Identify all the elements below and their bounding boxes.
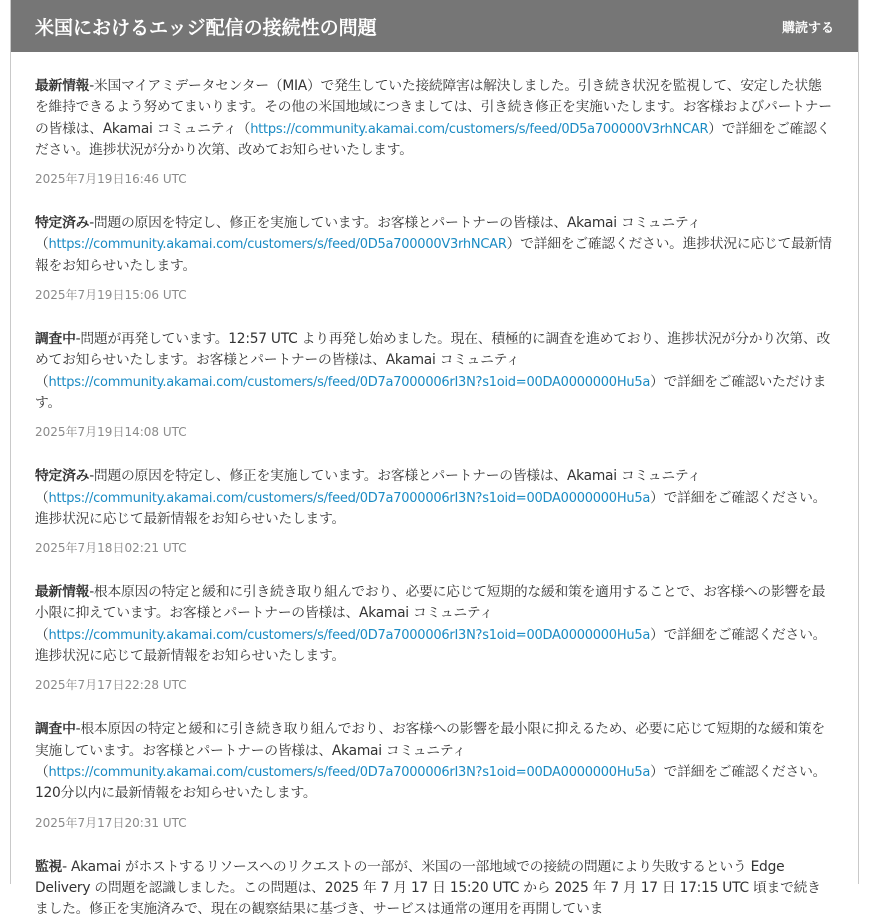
community-link[interactable]: https://community.akamai.com/customers/s/feed/0D7a7000006rI3N?s1oid=00DA0000000Hu5a [48,627,651,643]
update-text: - Akamai がホストするリソースへのリクエストの一部が、米国の一部地域での接続の問題により失敗するという Edge Delivery の問題を認識しました。この問題は、2025 年 7 月 17 日 15:20 UTC から 2025 年 7 月 17 日 17:15 UTC 頃まで続きました。修正を実施済みで、現在の観察結果に基づき、サービスは通常の運用を再開していま [35,858,821,918]
update-text: -米国マイアミデータセンター（MIA）で発生していた接続障害は解決しました。引き続き状況を監視して、安定した状態を維持できるよう努めてまいります。その他の米国地域につきましては、引き続き修正を実施いたします。お客様およびパートナーの皆様は、Akamai コミュニティ（ [35,78,832,137]
update-status: 調査中 [35,721,76,738]
update-text-after: ）で詳細をご確認ください。進捗状況に応じて最新情報をお知らせいたします。 [35,236,832,274]
update-text-after: ）で詳細をご確認ください。進捗状況が分かり次第、改めてお知らせいたします。 [35,120,831,158]
update-body [35,76,834,161]
update-body [35,582,834,667]
update-item [35,719,834,830]
update-item [35,213,834,303]
update-text-after: ）で詳細をご確認ください。進捗状況に応じて最新情報をお知らせいたします。 [35,626,827,665]
update-item [35,76,834,187]
community-link[interactable]: https://community.akamai.com/customers/s/feed/0D5a700000V3rhNCAR [48,237,507,253]
page-title: 米国におけるエッジ配信の接続性の問題 [35,16,377,39]
update-item [35,329,834,440]
update-body [35,466,834,530]
update-text-after: ）で詳細をご確認ください。進捗状況に応じて最新情報をお知らせいたします。 [35,489,827,527]
update-text: -問題の原因を特定し、修正を実施しています。お客様とパートナーの皆様は、Akamai コミュニティ（ [35,468,701,506]
community-link[interactable]: https://community.akamai.com/customers/s/feed/0D7a7000006rI3N?s1oid=00DA0000000Hu5a [48,374,651,390]
update-status: 監視 [35,858,63,875]
community-link[interactable]: https://community.akamai.com/customers/s/feed/0D7a7000006rI3N?s1oid=00DA0000000Hu5a [48,764,651,780]
update-body [35,329,834,414]
update-status: 最新情報 [35,584,90,601]
update-text: -根本原因の特定と緩和に引き続き取り組んでおり、必要に応じて短期的な緩和策を適用することで、お客様への影響を最小限に抑えています。お客様とパートナーの皆様は、Akamai コミュニティ（ [35,584,826,643]
subscribe-button[interactable]: 購読する [781,20,834,36]
update-text: -問題が再発しています。12:57 UTC より再発し始めました。現在、積極的に調査を進めており、進捗状況が分かり次第、改めてお知らせいたします。お客様とパートナーの皆様は、Akamai コミュニティ（ [35,331,830,390]
update-timestamp: 2025年7月19日16:46 UTC [35,172,187,187]
update-text: -根本原因の特定と緩和に引き続き取り組んでおり、お客様への影響を最小限に抑えるため、必要に応じて短期的な緩和策を実施しています。お客様とパートナーの皆様は、Akamai コミュニティ（ [35,721,825,780]
update-timestamp: 2025年7月17日20:31 UTC [35,815,187,830]
page-header [11,0,858,52]
community-link[interactable]: https://community.akamai.com/customers/s/feed/0D5a700000V3rhNCAR [250,121,709,137]
update-status: 最新情報 [35,78,90,94]
update-text: -問題の原因を特定し、修正を実施しています。お客様とパートナーの皆様は、Akamai コミュニティ（ [35,215,701,253]
update-timestamp: 2025年7月18日02:21 UTC [35,541,187,556]
community-link[interactable]: https://community.akamai.com/customers/s/feed/0D7a7000006rI3N?s1oid=00DA0000000Hu5a [48,490,651,506]
update-body [35,719,834,804]
update-item [35,582,834,693]
update-body [35,857,834,920]
update-text-after: ）で詳細をご確認ください。120分以内に最新情報をお知らせいたします。 [35,763,827,802]
update-item [35,857,834,920]
update-timestamp: 2025年7月19日14:08 UTC [35,425,187,440]
update-text-after: ）で詳細をご確認いただけます。 [35,373,827,411]
update-status: 特定済み [35,215,90,232]
update-timestamp: 2025年7月19日15:06 UTC [35,288,187,303]
updates-list [11,52,858,920]
update-status: 調査中 [35,331,76,348]
update-timestamp: 2025年7月17日22:28 UTC [35,678,187,693]
update-body [35,213,834,277]
incident-page [10,0,859,918]
update-status: 特定済み [35,468,90,485]
update-item [35,466,834,556]
